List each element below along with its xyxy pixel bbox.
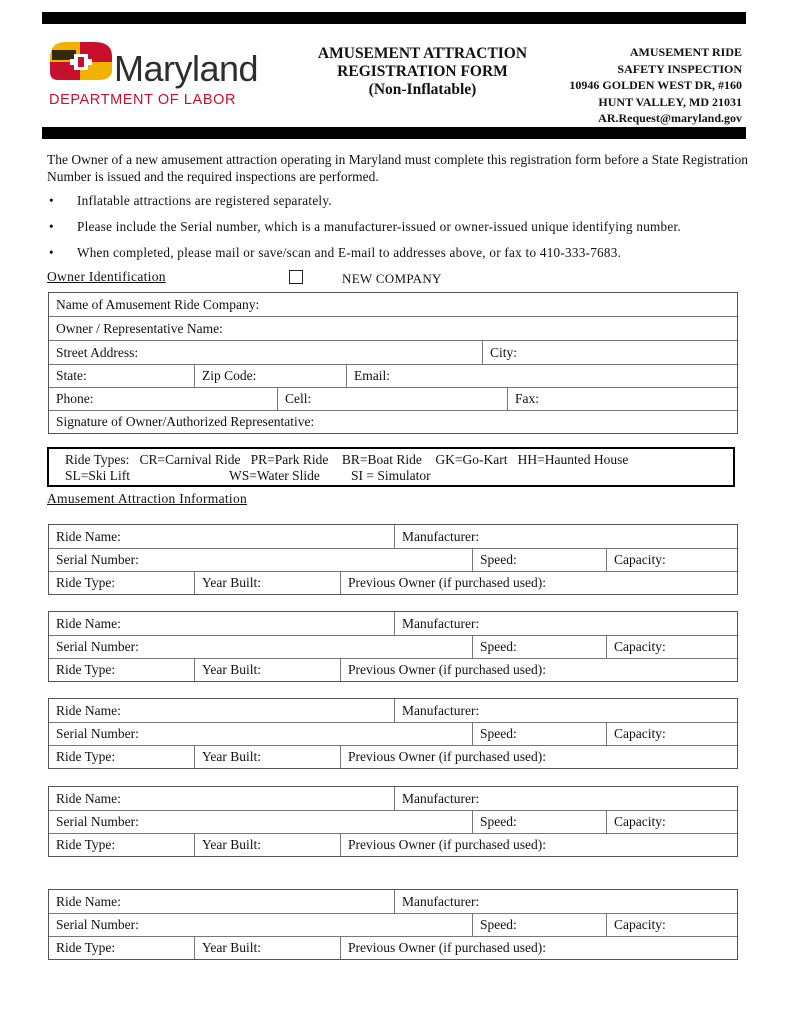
field-label: Ride Type: [56, 575, 116, 590]
ride-entry-block [48, 524, 738, 595]
table-row [49, 811, 737, 834]
field-label: Speed: [480, 552, 517, 567]
field-label: Ride Name: [56, 702, 121, 718]
owner-identification-heading: Owner Identification [47, 269, 166, 284]
table-row [49, 723, 737, 746]
serial-number-field[interactable] [49, 914, 472, 936]
instruction-item: • When completed, please mail or save/scan and E-mail to addresses above, or fax to 410-333-7683. [47, 244, 767, 270]
speed-field[interactable] [472, 636, 606, 658]
ride-entry-block [48, 611, 738, 682]
field-label: Manufacturer: [402, 893, 480, 909]
ride-type-code: WS=Water Slide [229, 468, 320, 483]
ride-type-code: SL=Ski Lift [65, 468, 130, 483]
ride-name-field[interactable] [49, 612, 394, 635]
field-label: Ride Type: [56, 662, 116, 677]
field-label: Previous Owner (if purchased used): [348, 749, 546, 764]
manufacturer-field[interactable] [394, 525, 737, 548]
year-built-field[interactable] [194, 659, 340, 681]
manufacturer-field[interactable] [394, 890, 737, 913]
field-label: Manufacturer: [402, 528, 480, 544]
field-label: Previous Owner (if purchased used): [348, 837, 546, 852]
field-label: Ride Name: [56, 893, 121, 909]
field-label: Name of Amusement Ride Company: [56, 296, 260, 312]
speed-field[interactable] [472, 723, 606, 745]
manufacturer-field[interactable] [394, 699, 737, 722]
ride-name-field[interactable] [49, 890, 394, 913]
field-label: Signature of Owner/Authorized Representative: [56, 414, 315, 429]
instruction-item: • Please include the Serial number, which is a manufacturer-issued or owner-issued unique identifying number. [47, 218, 767, 244]
new-company-checkbox[interactable] [289, 270, 303, 284]
logo-wordmark: Maryland [114, 48, 259, 89]
year-built-field[interactable] [194, 572, 340, 594]
field-label: Previous Owner (if purchased used): [348, 575, 546, 590]
address-line-1: AMUSEMENT RIDE [629, 45, 742, 59]
maryland-flag-icon [48, 40, 118, 90]
field-label: Zip Code: [202, 368, 257, 383]
ride-entry-block [48, 889, 738, 960]
capacity-field[interactable] [606, 549, 737, 571]
table-row [49, 572, 737, 594]
field-label: Serial Number: [56, 917, 139, 932]
ride-type-field[interactable] [49, 572, 194, 594]
field-label: Manufacturer: [402, 615, 480, 631]
address-line-3: 10946 GOLDEN WEST DR, #160 [569, 78, 742, 92]
field-label: Speed: [480, 814, 517, 829]
previous-owner-field[interactable] [340, 572, 737, 594]
field-label: Street Address: [56, 344, 139, 360]
ride-name-field[interactable] [49, 699, 394, 722]
field-label: Serial Number: [56, 639, 139, 654]
table-row [49, 317, 737, 341]
table-row [49, 890, 737, 914]
city-field[interactable] [482, 341, 737, 364]
field-label: Ride Name: [56, 790, 121, 806]
ride-entry-block [48, 786, 738, 857]
fax-field[interactable] [507, 388, 737, 410]
field-label: Capacity: [614, 726, 666, 741]
representative-name-field[interactable] [49, 317, 737, 340]
table-row [49, 636, 737, 659]
speed-field[interactable] [472, 549, 606, 571]
capacity-field[interactable] [606, 636, 737, 658]
field-label: Year Built: [202, 575, 262, 590]
ride-entry-block [48, 698, 738, 769]
street-address-field[interactable] [49, 341, 482, 364]
field-label: Year Built: [202, 662, 262, 677]
address-email[interactable]: AR.Request@maryland.gov [598, 111, 742, 125]
field-label: Capacity: [614, 814, 666, 829]
ride-type-field[interactable] [49, 659, 194, 681]
zip-code-field[interactable] [194, 365, 346, 387]
table-row [49, 699, 737, 723]
email-field[interactable] [346, 365, 737, 387]
field-label: Cell: [285, 391, 312, 406]
serial-number-field[interactable] [49, 723, 472, 745]
address-line-2: SAFETY INSPECTION [617, 61, 742, 76]
address-line-4: HUNT VALLEY, MD 21031 [598, 94, 742, 109]
table-row [49, 388, 737, 411]
field-label: Speed: [480, 639, 517, 654]
header-top-rule [42, 12, 746, 24]
manufacturer-field[interactable] [394, 612, 737, 635]
ride-name-field[interactable] [49, 525, 394, 548]
speed-field[interactable] [472, 811, 606, 833]
mailing-address [569, 44, 742, 127]
field-label: Serial Number: [56, 552, 139, 567]
table-row [49, 834, 737, 856]
field-label: Capacity: [614, 552, 666, 567]
department-name: DEPARTMENT OF LABOR [49, 92, 237, 108]
table-row [49, 787, 737, 811]
field-label: Previous Owner (if purchased used): [348, 662, 546, 677]
ride-type-field[interactable] [49, 937, 194, 959]
field-label: Email: [354, 368, 390, 383]
table-row [49, 914, 737, 937]
year-built-field[interactable] [194, 746, 340, 768]
previous-owner-field[interactable] [340, 937, 737, 959]
intro-paragraph: The Owner of a new amusement attraction operating in Maryland must complete this registration form before a State Registration Number is issued and the required inspections are performed. [47, 152, 749, 184]
year-built-field[interactable] [194, 937, 340, 959]
field-label: Manufacturer: [402, 702, 480, 718]
field-label: Phone: [56, 391, 94, 406]
header-bottom-rule [42, 127, 746, 139]
phone-field[interactable] [49, 388, 277, 410]
form-title-line-2: REGISTRATION FORM [337, 63, 508, 80]
field-label: Capacity: [614, 639, 666, 654]
cell-phone-field[interactable] [277, 388, 507, 410]
table-row [49, 411, 737, 433]
capacity-field[interactable] [606, 811, 737, 833]
serial-number-field[interactable] [49, 549, 472, 571]
field-label: Previous Owner (if purchased used): [348, 940, 546, 955]
form-title-line-1: AMUSEMENT ATTRACTION [317, 45, 528, 62]
form-title-line-3: (Non-Inflatable) [368, 81, 477, 98]
serial-number-field[interactable] [49, 811, 472, 833]
table-row [49, 937, 737, 959]
manufacturer-field[interactable] [394, 787, 737, 810]
field-label: Owner / Representative Name: [56, 320, 223, 336]
field-label: Ride Type: [56, 749, 116, 764]
field-label: Speed: [480, 726, 517, 741]
ride-types-line-2 [65, 468, 733, 484]
field-label: Serial Number: [56, 814, 139, 829]
previous-owner-field[interactable] [340, 834, 737, 856]
table-row [49, 525, 737, 549]
table-row [49, 659, 737, 681]
field-label: Year Built: [202, 837, 262, 852]
field-label: Ride Name: [56, 615, 121, 631]
ride-name-field[interactable] [49, 787, 394, 810]
instruction-item: • Inflatable attractions are registered separately. [47, 192, 767, 218]
ride-type-code: SI = Simulator [351, 468, 431, 483]
previous-owner-field[interactable] [340, 746, 737, 768]
table-row [49, 549, 737, 572]
signature-field[interactable] [49, 411, 737, 433]
table-row [49, 365, 737, 388]
attraction-information-heading: Amusement Attraction Information [47, 491, 248, 506]
owner-table [48, 292, 738, 434]
field-label: Year Built: [202, 940, 262, 955]
field-label: Ride Type: [56, 940, 116, 955]
form-title [300, 45, 545, 99]
table-row [49, 293, 737, 317]
ride-type-field[interactable] [49, 746, 194, 768]
table-row [49, 746, 737, 768]
field-label: State: [56, 368, 87, 383]
year-built-field[interactable] [194, 834, 340, 856]
table-row [49, 612, 737, 636]
field-label: Capacity: [614, 917, 666, 932]
instruction-list [47, 192, 767, 270]
state-field[interactable] [49, 365, 194, 387]
new-company-label: NEW COMPANY [342, 271, 442, 286]
field-label: Fax: [515, 391, 540, 406]
serial-number-field[interactable] [49, 636, 472, 658]
capacity-field[interactable] [606, 723, 737, 745]
field-label: City: [490, 344, 518, 360]
field-label: Speed: [480, 917, 517, 932]
field-label: Ride Name: [56, 528, 121, 544]
field-label: Serial Number: [56, 726, 139, 741]
table-row [49, 341, 737, 365]
ride-types-line-1: Ride Types: CR=Carnival Ride PR=Park Ride BR=Boat Ride GK=Go-Kart HH=Haunted House [65, 452, 629, 467]
company-name-field[interactable] [49, 293, 737, 316]
field-label: Ride Type: [56, 837, 116, 852]
field-label: Manufacturer: [402, 790, 480, 806]
field-label: Year Built: [202, 749, 262, 764]
ride-types-legend [47, 447, 735, 487]
capacity-field[interactable] [606, 914, 737, 936]
ride-type-field[interactable] [49, 834, 194, 856]
previous-owner-field[interactable] [340, 659, 737, 681]
speed-field[interactable] [472, 914, 606, 936]
